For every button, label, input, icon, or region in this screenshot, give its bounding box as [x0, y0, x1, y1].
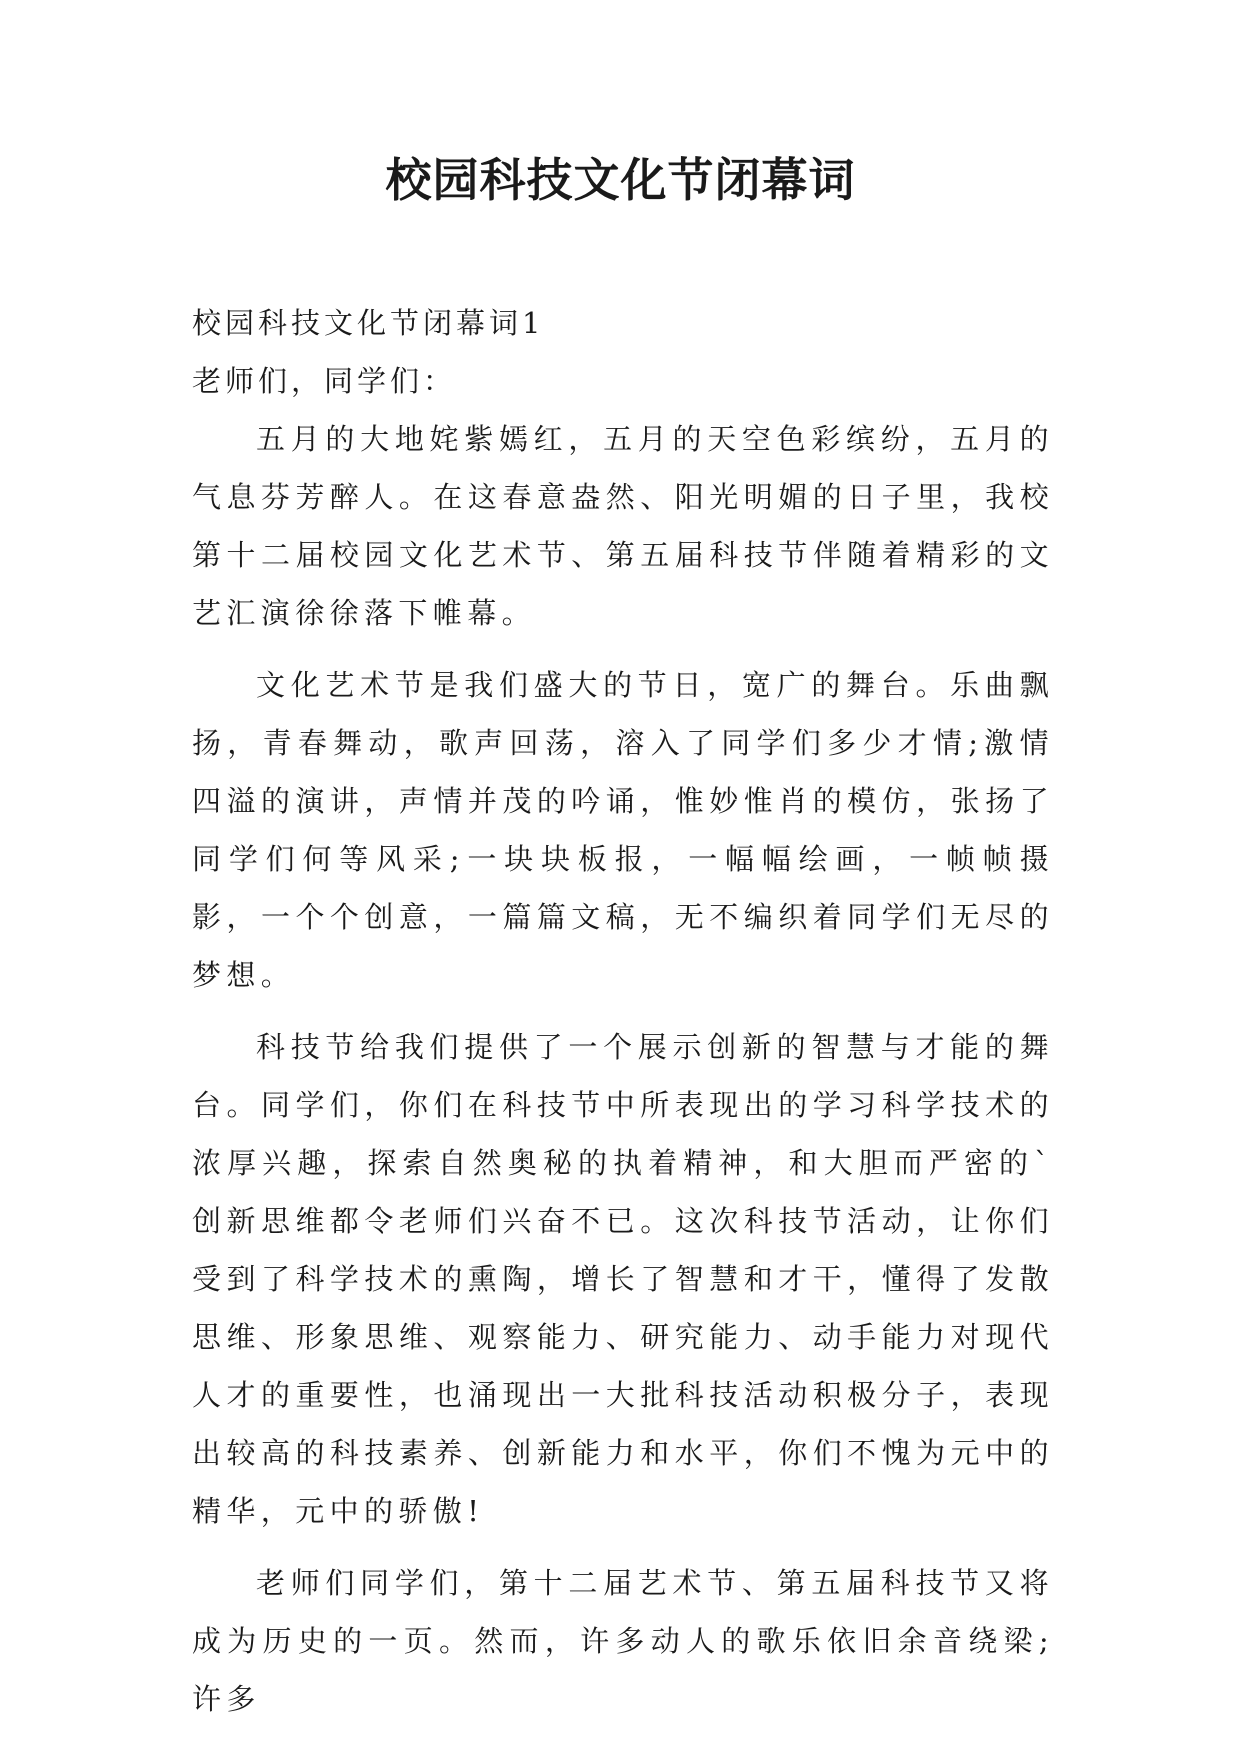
- document-title: 校园科技文化节闭幕词: [385, 153, 856, 207]
- paragraph-2: 文化艺术节是我们盛大的节日，宽广的舞台。乐曲飘扬，青春舞动，歌声回荡，溶入了同学们多少才情;激情四溢的演讲，声情并茂的吟诵，惟妙惟肖的模仿，张扬了同学们何等风采;一块块板报，一幅幅绘画，一帧帧摄影，一个个创意，一篇篇文稿，无不编织着同学们无尽的梦想。: [192, 668, 1054, 992]
- salutation: 老师们，同学们：: [192, 364, 457, 398]
- paragraph-3: 科技节给我们提供了一个展示创新的智慧与才能的舞台。同学们，你们在科技节中所表现出的学习科学技术的浓厚兴趣，探索自然奥秘的执着精神，和大胆而严密的`创新思维都令老师们兴奋不已。这次科技节活动，让你们受到了科学技术的熏陶，增长了智慧和才干，懂得了发散思维、形象思维、观察能力、研究能力、动手能力对现代人才的重要性，也涌现出一大批科技活动积极分子，表现出较高的科技素养、创新能力和水平，你们不愧为元中的精华，元中的骄傲!: [192, 1030, 1054, 1528]
- section-heading: 校园科技文化节闭幕词1: [192, 306, 545, 340]
- document-body: [192, 294, 1054, 1742]
- paragraph-4: 老师们同学们，第十二届艺术节、第五届科技节又将成为历史的一页。然而，许多动人的歌乐依旧余音绕梁;许多: [192, 1566, 1054, 1716]
- paragraph-1: 五月的大地姹紫嫣红，五月的天空色彩缤纷，五月的气息芬芳醉人。在这春意盎然、阳光明媚的日子里，我校第十二届校园文化艺术节、第五届科技节伴随着精彩的文艺汇演徐徐落下帷幕。: [192, 422, 1054, 630]
